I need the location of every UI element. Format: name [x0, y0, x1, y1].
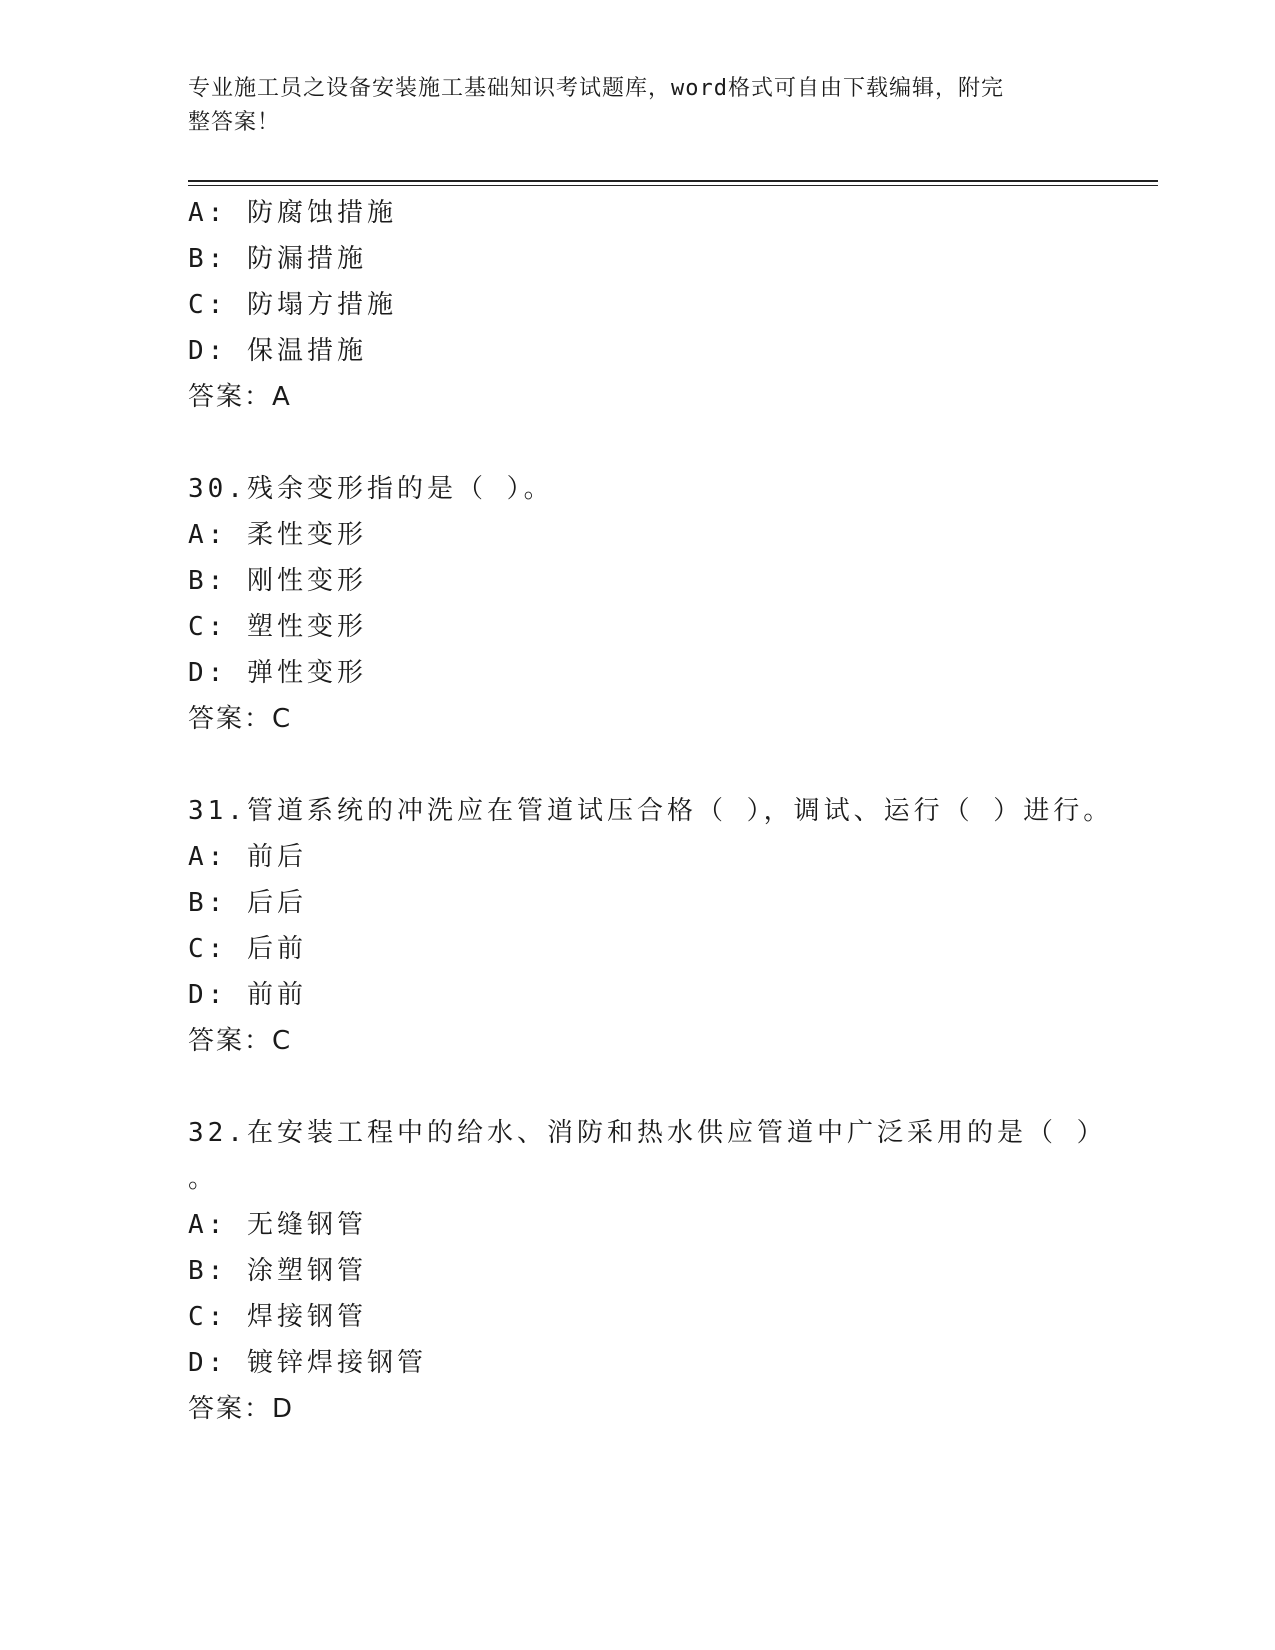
option-d: D: 镀锌焊接钢管: [188, 1348, 427, 1378]
question-30: [188, 466, 1148, 742]
document-header: [188, 72, 1068, 140]
option-c: C: 焊接钢管: [188, 1302, 367, 1332]
option-a: A: 前后: [188, 842, 307, 872]
spacer: [188, 1064, 1148, 1110]
question-31: [188, 788, 1148, 1064]
option-b: B: 后后: [188, 888, 307, 918]
header-rule-thin: [188, 185, 1158, 186]
spacer: [188, 420, 1148, 466]
option-b: B: 防漏措施: [188, 244, 367, 274]
option-b: B: 刚性变形: [188, 566, 367, 596]
answer-line: 答案：D: [188, 1394, 295, 1424]
option-d: D: 弹性变形: [188, 658, 367, 688]
question-list: [188, 190, 1148, 1432]
question-text: 32.在安装工程中的给水、消防和热水供应管道中广泛采用的是（ ）: [188, 1118, 1107, 1148]
question-text-continued: 。: [188, 1164, 219, 1194]
option-c: C: 塑性变形: [188, 612, 367, 642]
option-a: A: 防腐蚀措施: [188, 198, 397, 228]
option-b: B: 涂塑钢管: [188, 1256, 367, 1286]
answer-line: 答案：C: [188, 704, 293, 734]
option-d: D: 前前: [188, 980, 307, 1010]
option-a: A: 无缝钢管: [188, 1210, 367, 1240]
header-rule-thick: [188, 180, 1158, 182]
question-text: 30.残余变形指的是（ ）。: [188, 474, 554, 504]
question-29: [188, 190, 1148, 420]
question-text: 31.管道系统的冲洗应在管道试压合格（ ），调试、运行（ ）进行。: [188, 796, 1114, 826]
option-a: A: 柔性变形: [188, 520, 367, 550]
header-line-2: 整答案！: [188, 110, 281, 135]
spacer: [188, 742, 1148, 788]
answer-line: 答案：A: [188, 382, 292, 412]
header-line-1: 专业施工员之设备安装施工基础知识考试题库，word格式可自由下载编辑，附完: [188, 76, 1004, 101]
option-c: C: 后前: [188, 934, 307, 964]
question-32: [188, 1110, 1148, 1432]
option-c: C: 防塌方措施: [188, 290, 397, 320]
answer-line: 答案：C: [188, 1026, 293, 1056]
option-d: D: 保温措施: [188, 336, 367, 366]
